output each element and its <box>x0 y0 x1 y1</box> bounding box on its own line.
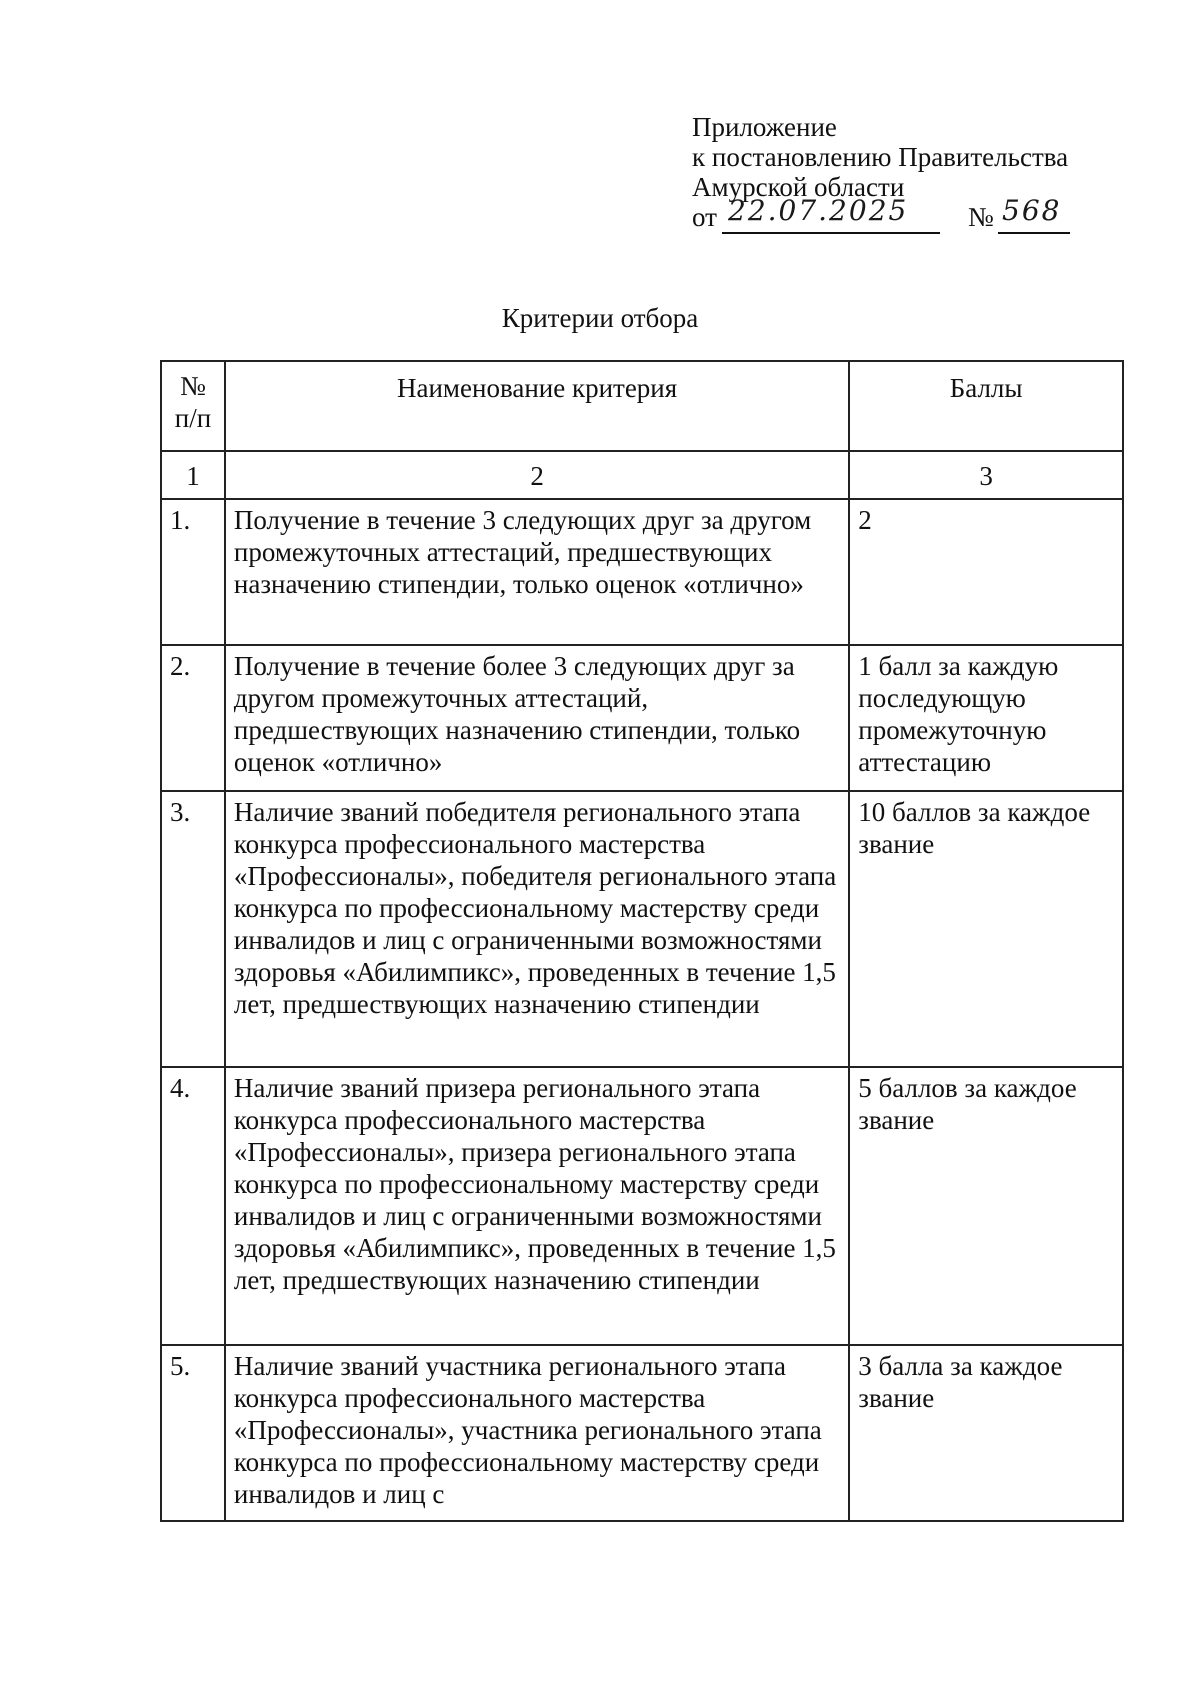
criteria-table <box>160 360 1124 1522</box>
column-number-2: 2 <box>225 451 849 499</box>
criterion-points: 3 балла за каждое звание <box>849 1345 1123 1521</box>
date-label: от <box>692 202 717 232</box>
header-name: Наименование критерия <box>225 361 849 451</box>
criterion-name: Получение в течение более 3 следующих друг за другом промежуточных аттестаций, предшествующих назначению стипендии, только оценок «отлично» <box>225 645 849 791</box>
header-num-line-2: п/п <box>174 403 212 433</box>
criterion-name: Наличие званий победителя регионального этапа конкурса профессионального мастерства «Профессионалы», победителя регионального этапа конкурса по профессиональному мастерству среди инвалидов и лиц с ограниченными возможностями здоровья «Абилимпикс», проведенных в течение 1,5 лет, предшествующих назначению стипендии <box>225 791 849 1067</box>
row-number: 5. <box>161 1345 225 1521</box>
row-number: 1. <box>161 499 225 645</box>
row-number: 3. <box>161 791 225 1067</box>
table-row <box>161 645 1123 791</box>
header-points: Баллы <box>849 361 1123 451</box>
criterion-points: 1 балл за каждую последующую промежуточную аттестацию <box>849 645 1123 791</box>
table-header-row <box>161 361 1123 451</box>
appendix-header <box>692 112 1068 234</box>
column-number-3: 3 <box>849 451 1123 499</box>
document-title: Критерии отбора <box>501 303 699 333</box>
number-handwritten: 568 <box>1002 194 1062 227</box>
appendix-date-line <box>692 194 1068 234</box>
header-num-line-1: № <box>180 371 206 401</box>
header-num <box>161 361 225 451</box>
criterion-points: 10 баллов за каждое звание <box>849 791 1123 1067</box>
criterion-name: Наличие званий участника регионального этапа конкурса профессионального мастерства «Профессионалы», участника регионального этапа конкурса по профессиональному мастерству среди инвалидов и лиц с <box>225 1345 849 1521</box>
criterion-points: 5 баллов за каждое звание <box>849 1067 1123 1345</box>
date-underline <box>722 194 940 234</box>
number-label: № <box>968 202 994 232</box>
row-number: 2. <box>161 645 225 791</box>
column-number-1: 1 <box>161 451 225 499</box>
criterion-name: Наличие званий призера регионального этапа конкурса профессионального мастерства «Профессионалы», призера регионального этапа конкурса по профессиональному мастерству среди инвалидов и лиц с ограниченными возможностями здоровья «Абилимпикс», проведенных в течение 1,5 лет, предшествующих назначению стипендии <box>225 1067 849 1345</box>
table-row <box>161 499 1123 645</box>
number-underline <box>998 194 1070 234</box>
criterion-points: 2 <box>849 499 1123 645</box>
appendix-line-2: к постановлению Правительства <box>692 142 1069 172</box>
table-row <box>161 1345 1123 1521</box>
appendix-line-3: Амурской области <box>692 172 905 202</box>
row-number: 4. <box>161 1067 225 1345</box>
appendix-line-1: Приложение <box>692 112 837 142</box>
column-numbers-row <box>161 451 1123 499</box>
date-handwritten: 22.07.2025 <box>728 194 909 227</box>
table-row <box>161 1067 1123 1345</box>
table-row <box>161 791 1123 1067</box>
criterion-name: Получение в течение 3 следующих друг за другом промежуточных аттестаций, предшествующих назначению стипендии, только оценок «отлично» <box>225 499 849 645</box>
